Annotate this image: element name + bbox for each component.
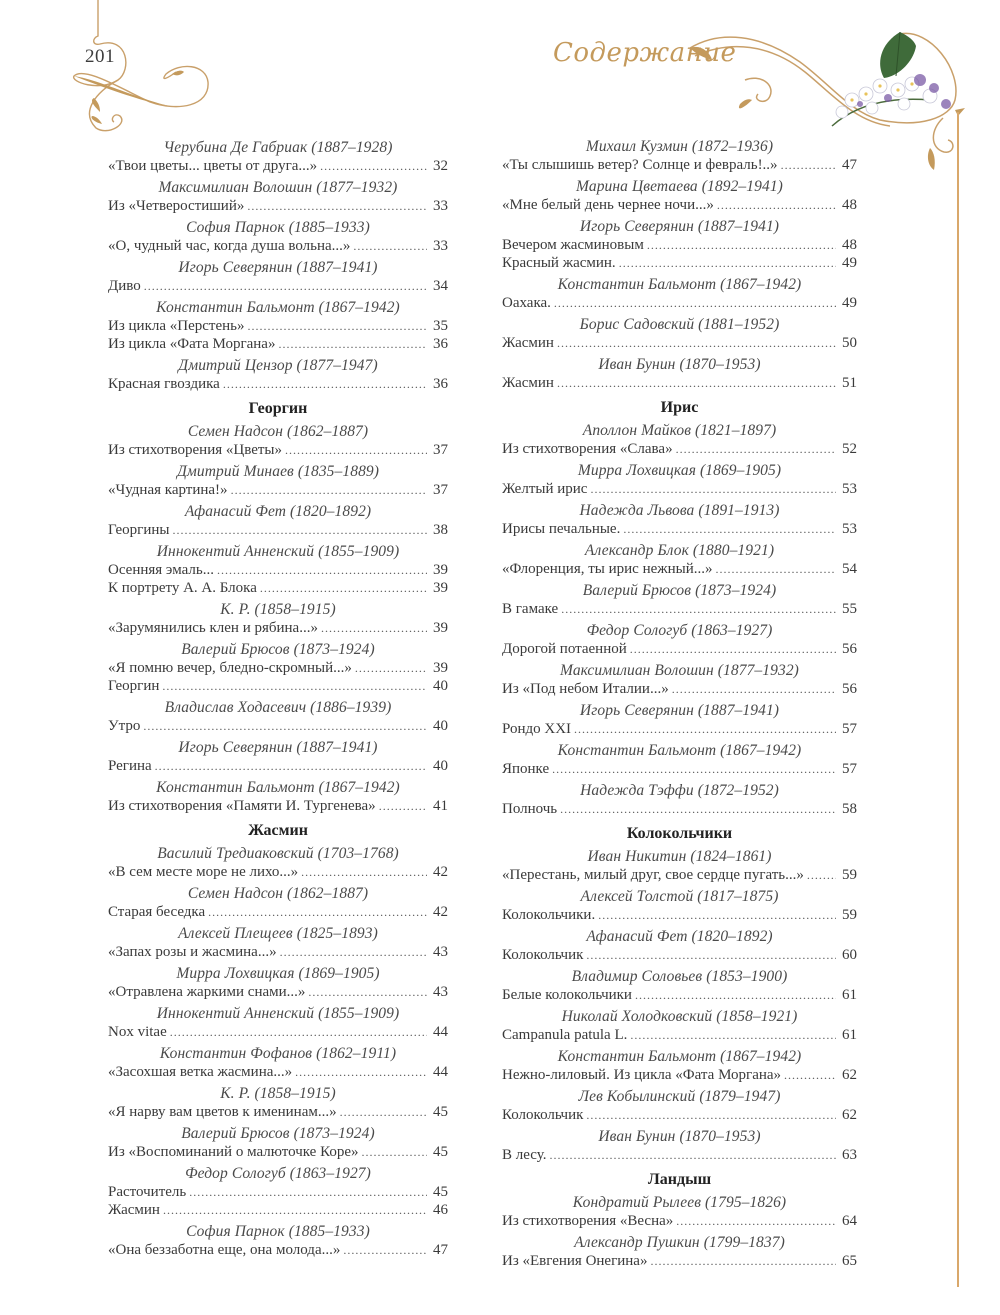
entry-title: Колокольчик: [502, 947, 584, 963]
author-heading: Федор Сологуб (1863–1927): [586, 622, 773, 639]
dot-leader: [278, 335, 427, 353]
entry-page-number: 45: [433, 1184, 448, 1200]
entry-page-number: 61: [842, 1027, 857, 1043]
author-heading: Марина Цветаева (1892–1941): [576, 178, 783, 195]
dot-leader: [586, 946, 836, 964]
toc-entry[interactable]: [108, 1103, 448, 1121]
author-heading: Игорь Северянин (1887–1941): [579, 702, 780, 719]
author-heading: Иван Бунин (1870–1953): [598, 356, 761, 373]
author-heading: Надежда Тэффи (1872–1952): [580, 782, 779, 799]
entry-page-number: 49: [842, 295, 857, 311]
entry-title: Ирисы печальные.: [502, 521, 621, 537]
dot-leader: [340, 1103, 427, 1121]
author-heading: Игорь Северянин (1887–1941): [178, 259, 378, 276]
toc-entry[interactable]: [502, 1252, 857, 1270]
toc-entry[interactable]: [502, 866, 857, 884]
toc-entry[interactable]: [108, 237, 448, 255]
entry-page-number: 62: [842, 1067, 857, 1083]
entry-title: Красная гвоздика: [108, 376, 220, 392]
entry-page-number: 57: [842, 721, 857, 737]
toc-entry[interactable]: [108, 757, 448, 775]
section-heading: Георгин: [248, 400, 308, 417]
toc-column-right: [502, 134, 857, 1270]
toc-entry[interactable]: [108, 317, 448, 335]
dot-leader: [650, 1252, 836, 1270]
dot-leader: [355, 659, 427, 677]
author-heading: Константин Бальмонт (1867–1942): [557, 276, 802, 293]
toc-entry[interactable]: [108, 1241, 448, 1259]
entry-title: «В сем месте море не лихо...»: [108, 864, 299, 880]
author-heading: Иннокентий Анненский (1855–1909): [156, 1005, 400, 1022]
entry-page-number: 45: [433, 1104, 448, 1120]
author-heading: Иннокентий Анненский (1855–1909): [156, 543, 400, 560]
toc-entry[interactable]: [502, 1026, 857, 1044]
author-heading: Владислав Ходасевич (1886–1939): [164, 699, 392, 716]
entry-title: Белые колокольчики: [502, 987, 632, 1003]
author-heading: Константин Бальмонт (1867–1942): [156, 299, 400, 316]
author-heading: Александр Блок (1880–1921): [584, 542, 775, 559]
author-heading: Константин Бальмонт (1867–1942): [557, 742, 802, 759]
toc-entry[interactable]: [108, 983, 448, 1001]
author-heading: Иван Никитин (1824–1861): [587, 848, 772, 865]
dot-leader: [362, 1143, 428, 1161]
entry-page-number: 45: [433, 1144, 448, 1160]
section-heading: Колокольчики: [626, 825, 733, 842]
entry-title: В лесу.: [502, 1147, 547, 1163]
dot-leader: [163, 1201, 427, 1219]
entry-title: «Засохшая ветка жасмина...»: [108, 1064, 293, 1080]
entry-page-number: 36: [433, 376, 448, 392]
dot-leader: [598, 906, 836, 924]
entry-page-number: 47: [433, 1242, 448, 1258]
toc-entry[interactable]: [108, 335, 448, 353]
dot-leader: [561, 600, 836, 618]
entry-title: Nox vitae: [108, 1024, 167, 1040]
entry-page-number: 43: [433, 944, 448, 960]
entry-title: «Ты слышишь ветер? Солнце и февраль!..»: [502, 157, 778, 173]
author-heading: Владимир Соловьев (1853–1900): [571, 968, 788, 985]
toc-entry[interactable]: [502, 294, 857, 312]
dot-leader: [590, 480, 836, 498]
entry-page-number: 52: [842, 441, 857, 457]
entry-title: Из стихотворения «Слава»: [502, 441, 673, 457]
page-title: Содержание: [553, 38, 737, 68]
entry-title: «Я нарву вам цветов к именинам...»: [108, 1104, 337, 1120]
dot-leader: [717, 196, 836, 214]
dot-leader: [781, 156, 836, 174]
entry-page-number: 60: [842, 947, 857, 963]
toc-entry[interactable]: [502, 334, 857, 352]
author-heading: Аполлон Майков (1821–1897): [582, 422, 777, 439]
dot-leader: [162, 677, 427, 695]
toc-entry[interactable]: [502, 196, 857, 214]
entry-title: Осенняя эмаль...: [108, 562, 214, 578]
entry-title: Из «Евгения Онегина»: [502, 1253, 648, 1269]
dot-leader: [155, 757, 427, 775]
entry-title: Старая беседка: [108, 904, 206, 920]
entry-page-number: 56: [842, 681, 857, 697]
dot-leader: [144, 277, 427, 295]
entry-title: Регина: [108, 758, 152, 774]
dot-leader: [321, 619, 427, 637]
dot-leader: [247, 317, 427, 335]
toc-entry[interactable]: [502, 680, 857, 698]
author-heading: Мирра Лохвицкая (1869–1905): [577, 462, 782, 479]
toc-entry[interactable]: [502, 254, 857, 272]
toc-entry[interactable]: [502, 720, 857, 738]
dot-leader: [676, 440, 836, 458]
toc-entry[interactable]: [108, 1023, 448, 1041]
author-heading: Константин Бальмонт (1867–1942): [156, 779, 400, 796]
entry-title: Из стихотворения «Цветы»: [108, 442, 282, 458]
toc-entry[interactable]: [502, 946, 857, 964]
toc-entry[interactable]: [108, 903, 448, 921]
toc-entry[interactable]: [108, 619, 448, 637]
toc-entry[interactable]: [502, 906, 857, 924]
dot-leader: [172, 521, 427, 539]
entry-page-number: 42: [433, 864, 448, 880]
author-heading: Дмитрий Цензор (1877–1947): [178, 357, 378, 374]
toc-entry[interactable]: [108, 797, 448, 815]
entry-title: Из «Под небом Италии...»: [502, 681, 669, 697]
author-heading: Максимилиан Волошин (1877–1932): [560, 662, 799, 679]
entry-title: Campanula patula L.: [502, 1027, 628, 1043]
section-heading: Ландыш: [647, 1171, 712, 1188]
entry-title: Колокольчик: [502, 1107, 584, 1123]
author-heading: Афанасий Фет (1820–1892): [184, 503, 372, 520]
toc-entry[interactable]: [502, 480, 857, 498]
entry-title: «Отравлена жаркими снами...»: [108, 984, 306, 1000]
entry-title: «Твои цветы... цветы от друга...»: [108, 158, 318, 174]
entry-page-number: 33: [433, 198, 448, 214]
entry-page-number: 65: [842, 1253, 857, 1269]
entry-page-number: 39: [433, 580, 448, 596]
author-heading: Афанасий Фет (1820–1892): [586, 928, 773, 945]
entry-title: Георгины: [108, 522, 170, 538]
toc-entry[interactable]: [502, 440, 857, 458]
dot-leader: [260, 579, 427, 597]
dot-leader: [672, 680, 836, 698]
entry-page-number: 63: [842, 1147, 857, 1163]
toc-entry[interactable]: [108, 375, 448, 393]
jasmine-flower-illustration-icon: [832, 32, 951, 126]
toc-entry[interactable]: [108, 1063, 448, 1081]
dot-leader: [301, 863, 427, 881]
entry-title: Колокольчики.: [502, 907, 596, 923]
dot-leader: [189, 1183, 427, 1201]
author-heading: Мирра Лохвицкая (1869–1905): [176, 965, 380, 982]
entry-title: Георгин: [108, 678, 160, 694]
entry-title: Из «Четверостиший»: [108, 198, 245, 214]
toc-entry[interactable]: [108, 561, 448, 579]
dot-leader: [623, 520, 836, 538]
entry-page-number: 40: [433, 718, 448, 734]
author-heading: Константин Бальмонт (1867–1942): [557, 1048, 802, 1065]
author-heading: Кондратий Рылеев (1795–1826): [572, 1194, 787, 1211]
toc-entry[interactable]: [502, 1212, 857, 1230]
dot-leader: [676, 1212, 836, 1230]
page-number: 201: [85, 46, 115, 67]
toc-entry[interactable]: [108, 579, 448, 597]
entry-page-number: 51: [842, 375, 857, 391]
toc-entry[interactable]: [502, 520, 857, 538]
author-heading: Алексей Толстой (1817–1875): [580, 888, 779, 905]
entry-title: «Флоренция, ты ирис нежный...»: [502, 561, 713, 577]
toc-entry[interactable]: [108, 157, 448, 175]
entry-title: Диво: [108, 278, 141, 294]
toc-entry[interactable]: [502, 1106, 857, 1124]
entry-title: «Запах розы и жасмина...»: [108, 944, 277, 960]
dot-leader: [716, 560, 836, 578]
dot-leader: [223, 375, 427, 393]
entry-title: Вечером жасминовым: [502, 237, 644, 253]
dot-leader: [379, 797, 427, 815]
entry-page-number: 53: [842, 481, 857, 497]
entry-page-number: 47: [842, 157, 857, 173]
dot-leader: [552, 760, 836, 778]
section-heading: Жасмин: [248, 822, 308, 839]
entry-title: «Зарумянились клен и рябина...»: [108, 620, 318, 636]
entry-title: Жасмин: [108, 1202, 160, 1218]
dot-leader: [635, 986, 836, 1004]
dot-leader: [557, 334, 836, 352]
toc-entry[interactable]: [108, 943, 448, 961]
entry-title: Из стихотворения «Памяти И. Тургенева»: [108, 798, 376, 814]
toc-column-left: [108, 135, 448, 1259]
entry-title: Красный жасмин.: [502, 255, 616, 271]
toc-entry[interactable]: [108, 1143, 448, 1161]
author-heading: Семен Надсон (1862–1887): [187, 423, 369, 440]
dot-leader: [647, 236, 836, 254]
entry-title: Утро: [108, 718, 141, 734]
entry-page-number: 64: [842, 1213, 857, 1229]
toc-entry[interactable]: [108, 677, 448, 695]
entry-page-number: 54: [842, 561, 857, 577]
author-heading: Алексей Плещеев (1825–1893): [178, 925, 378, 942]
entry-page-number: 39: [433, 620, 448, 636]
dot-leader: [320, 157, 427, 175]
dot-leader: [586, 1106, 836, 1124]
entry-title: В гамаке: [502, 601, 559, 617]
entry-title: «Она беззаботна еще, она молода...»: [108, 1242, 341, 1258]
entry-page-number: 36: [433, 336, 448, 352]
entry-page-number: 58: [842, 801, 857, 817]
entry-page-number: 32: [433, 158, 448, 174]
entry-page-number: 43: [433, 984, 448, 1000]
toc-entry[interactable]: [108, 277, 448, 295]
author-heading: Иван Бунин (1870–1953): [598, 1128, 761, 1145]
entry-page-number: 57: [842, 761, 857, 777]
toc-entry[interactable]: [108, 659, 448, 677]
toc-entry[interactable]: [502, 1066, 857, 1084]
dot-leader: [630, 1026, 836, 1044]
toc-entry[interactable]: [502, 1146, 857, 1164]
author-heading: Валерий Брюсов (1873–1924): [181, 1125, 375, 1142]
author-heading: Максимилиан Волошин (1877–1932): [158, 179, 398, 196]
entry-title: Рондо XXI: [502, 721, 572, 737]
entry-page-number: 37: [433, 442, 448, 458]
toc-entry[interactable]: [502, 760, 857, 778]
dot-leader: [619, 254, 836, 272]
dot-leader: [630, 640, 836, 658]
author-heading: Валерий Брюсов (1873–1924): [582, 582, 777, 599]
entry-title: Полночь: [502, 801, 558, 817]
entry-page-number: 59: [842, 907, 857, 923]
entry-title: Дорогой потаенной: [502, 641, 627, 657]
dot-leader: [554, 294, 836, 312]
entry-title: Из цикла «Фата Моргана»: [108, 336, 276, 352]
entry-title: Жасмин: [502, 335, 554, 351]
author-heading: Черубина Де Габриак (1887–1928): [163, 139, 393, 156]
entry-page-number: 48: [842, 237, 857, 253]
dot-leader: [208, 903, 427, 921]
entry-title: Расточитель: [108, 1184, 187, 1200]
entry-page-number: 41: [433, 798, 448, 814]
dot-leader: [280, 943, 427, 961]
entry-page-number: 34: [433, 278, 448, 294]
dot-leader: [295, 1063, 427, 1081]
dot-leader: [170, 1023, 427, 1041]
toc-entry[interactable]: [108, 1201, 448, 1219]
entry-page-number: 59: [842, 867, 857, 883]
toc-entry[interactable]: [502, 374, 857, 392]
entry-page-number: 44: [433, 1064, 448, 1080]
entry-title: Японке: [502, 761, 550, 777]
entry-title: Жасмин: [502, 375, 554, 391]
dot-leader: [308, 983, 427, 1001]
entry-page-number: 55: [842, 601, 857, 617]
entry-title: «О, чудный час, когда душа вольна...»: [108, 238, 351, 254]
author-heading: К. Р. (1858–1915): [220, 1085, 336, 1102]
dot-leader: [784, 1066, 836, 1084]
entry-page-number: 38: [433, 522, 448, 538]
toc-entry[interactable]: [108, 441, 448, 459]
entry-title: «Чудная картина!»: [108, 482, 228, 498]
entry-page-number: 39: [433, 660, 448, 676]
entry-page-number: 48: [842, 197, 857, 213]
toc-entry[interactable]: [108, 1183, 448, 1201]
toc-entry[interactable]: [502, 986, 857, 1004]
dot-leader: [807, 866, 836, 884]
entry-page-number: 39: [433, 562, 448, 578]
dot-leader: [247, 197, 427, 215]
toc-entry[interactable]: [502, 560, 857, 578]
author-heading: Борис Садовский (1881–1952): [579, 316, 780, 333]
author-heading: Федор Сологуб (1863–1927): [185, 1165, 371, 1182]
author-heading: Семен Надсон (1862–1887): [187, 885, 369, 902]
author-heading: К. Р. (1858–1915): [220, 601, 336, 618]
dot-leader: [143, 717, 427, 735]
section-heading: Ирис: [660, 399, 699, 416]
author-heading: Василий Тредиаковский (1703–1768): [157, 845, 399, 862]
dot-leader: [231, 481, 427, 499]
entry-page-number: 53: [842, 521, 857, 537]
author-heading: Дмитрий Минаев (1835–1889): [176, 463, 380, 480]
author-heading: Михаил Кузмин (1872–1936): [585, 138, 774, 155]
toc-entry[interactable]: [502, 640, 857, 658]
author-heading: Николай Холодковский (1858–1921): [561, 1008, 798, 1025]
toc-entry[interactable]: [502, 156, 857, 174]
entry-page-number: 44: [433, 1024, 448, 1040]
dot-leader: [557, 374, 836, 392]
entry-title: Оахака.: [502, 295, 551, 311]
author-heading: Игорь Северянин (1887–1941): [579, 218, 780, 235]
author-heading: Надежда Львова (1891–1913): [579, 502, 780, 519]
entry-page-number: 42: [433, 904, 448, 920]
entry-page-number: 46: [433, 1202, 448, 1218]
toc-entry[interactable]: [108, 481, 448, 499]
toc-entry[interactable]: [108, 521, 448, 539]
toc-entry[interactable]: [108, 197, 448, 215]
entry-title: «Мне белый день чернее ночи...»: [502, 197, 714, 213]
author-heading: Константин Фофанов (1862–1911): [159, 1045, 397, 1062]
author-heading: Лев Кобылинский (1879–1947): [578, 1088, 781, 1105]
entry-title: Нежно-лиловый. Из цикла «Фата Моргана»: [502, 1067, 782, 1083]
toc-entry[interactable]: [502, 600, 857, 618]
toc-entry[interactable]: [502, 236, 857, 254]
entry-page-number: 62: [842, 1107, 857, 1123]
author-heading: Александр Пушкин (1799–1837): [574, 1234, 785, 1251]
dot-leader: [343, 1241, 427, 1259]
entry-page-number: 61: [842, 987, 857, 1003]
author-heading: София Парнок (1885–1933): [186, 1223, 370, 1240]
dot-leader: [560, 800, 836, 818]
entry-title: К портрету А. А. Блока: [108, 580, 257, 596]
entry-title: «Я помню вечер, бледно-скромный...»: [108, 660, 352, 676]
entry-title: Желтый ирис: [502, 481, 588, 497]
toc-entry[interactable]: [502, 800, 857, 818]
entry-page-number: 50: [842, 335, 857, 351]
dot-leader: [353, 237, 427, 255]
dot-leader: [285, 441, 427, 459]
entry-title: Из цикла «Перстень»: [108, 318, 245, 334]
entry-page-number: 40: [433, 678, 448, 694]
entry-page-number: 35: [433, 318, 448, 334]
entry-page-number: 40: [433, 758, 448, 774]
toc-entry[interactable]: [108, 863, 448, 881]
entry-title: Из «Воспоминаний о малюточке Коре»: [108, 1144, 359, 1160]
dot-leader: [574, 720, 836, 738]
toc-entry[interactable]: [108, 717, 448, 735]
entry-page-number: 56: [842, 641, 857, 657]
author-heading: София Парнок (1885–1933): [186, 219, 370, 236]
entry-title: Из стихотворения «Весна»: [502, 1213, 674, 1229]
right-frame-line: [957, 112, 959, 1287]
dot-leader: [217, 561, 427, 579]
entry-page-number: 33: [433, 238, 448, 254]
author-heading: Игорь Северянин (1887–1941): [178, 739, 378, 756]
dot-leader: [549, 1146, 836, 1164]
entry-title: «Перестань, милый друг, свое сердце пугать...»: [502, 867, 804, 883]
entry-page-number: 37: [433, 482, 448, 498]
entry-page-number: 49: [842, 255, 857, 271]
author-heading: Валерий Брюсов (1873–1924): [181, 641, 375, 658]
